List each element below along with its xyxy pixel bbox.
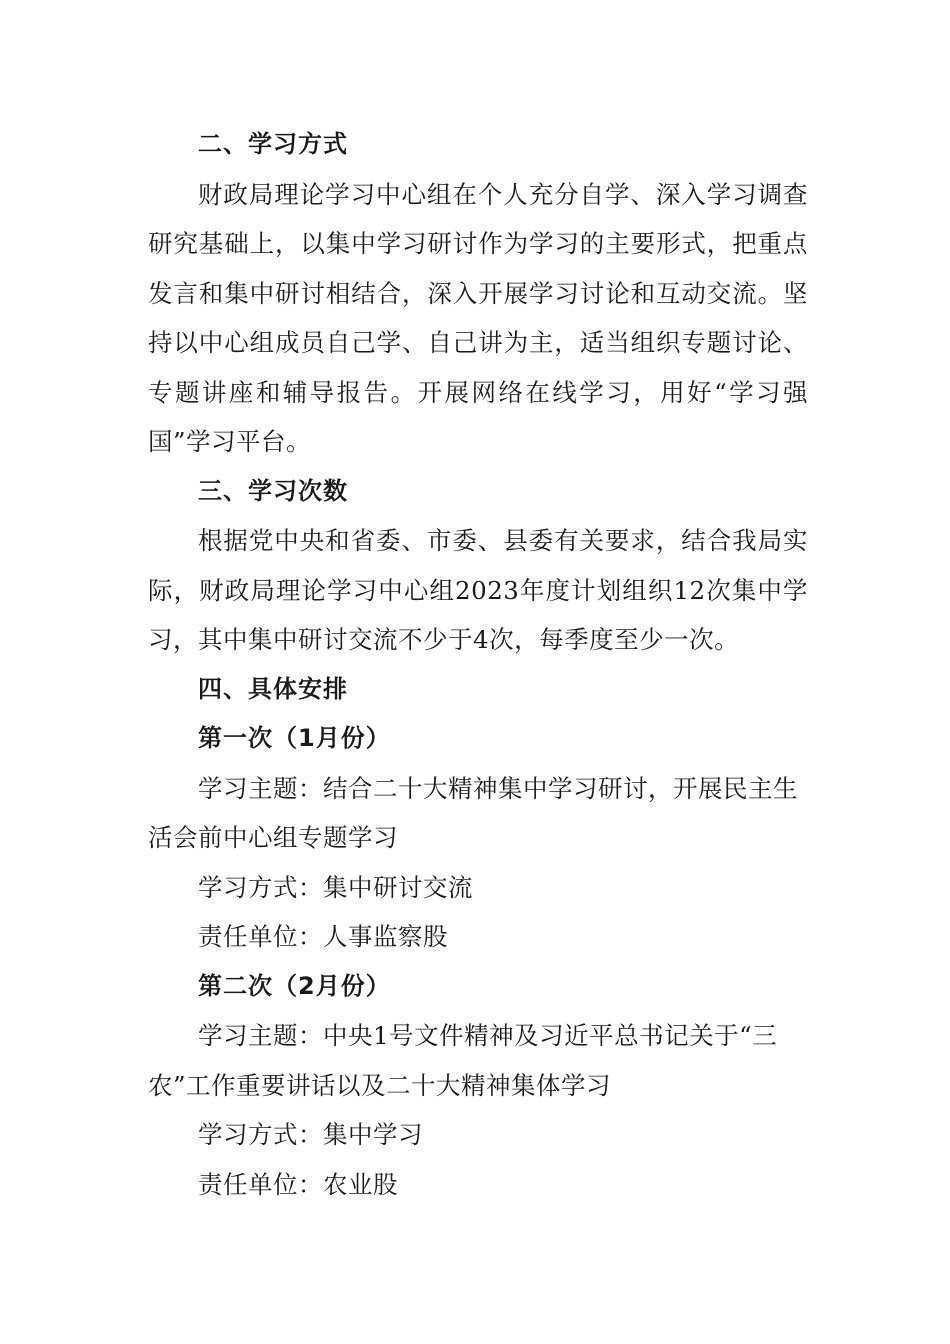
study-method-paragraph: 财政局理论学习中心组在个人充分自学、深入学习调查研究基础上，以集中学习研讨作为学习的主要形式，把重点发言和集中研讨相结合，深入开展学习讨论和互动交流。坚持以中心组成员自己学、自己讲为主，适当组织专题讨论、专题讲座和辅导报告。开展网络在线学习，用好“学习强国”学习平台。 <box>148 179 808 456</box>
session-block <box>148 714 808 962</box>
unit-value: 农业股 <box>323 1169 398 1199</box>
section-heading-study-count: 三、学习次数 <box>198 476 348 505</box>
topic-label: 学习主题： <box>198 1021 323 1050</box>
section-heading-arrangement: 四、具体安排 <box>198 674 348 703</box>
session-unit <box>148 912 808 962</box>
method-label: 学习方式： <box>198 872 323 902</box>
topic-value: 中央1号文件精神及习近平总书记关于“三农”工作重要讲话以及二十大精神集体学习 <box>148 1021 778 1100</box>
session-title: 第一次（1月份） <box>198 724 391 752</box>
unit-value: 人事监察股 <box>323 922 448 951</box>
method-label: 学习方式： <box>198 1120 323 1149</box>
method-value: 集中研讨交流 <box>323 872 473 902</box>
section-heading-study-method: 二、学习方式 <box>198 130 348 158</box>
session-topic <box>148 1011 808 1110</box>
study-count-paragraph: 根据党中央和省委、市委、县委有关要求，结合我局实际，财政局理论学习中心组2023年度计划组织12次集中学习，其中集中研讨交流不少于4次，每季度至少一次。 <box>148 526 808 654</box>
document-page <box>148 120 808 1209</box>
unit-label: 责任单位： <box>198 922 323 951</box>
unit-label: 责任单位： <box>198 1169 323 1199</box>
session-method <box>148 1110 808 1160</box>
session-title: 第二次（2月份） <box>198 971 391 1000</box>
topic-value: 结合二十大精神集中学习研讨，开展民主生活会前中心组专题学习 <box>148 773 798 852</box>
session-method <box>148 863 808 913</box>
session-block <box>148 962 808 1210</box>
topic-label: 学习主题： <box>198 773 323 803</box>
method-value: 集中学习 <box>323 1120 423 1149</box>
session-topic <box>148 764 808 863</box>
session-unit <box>148 1160 808 1210</box>
